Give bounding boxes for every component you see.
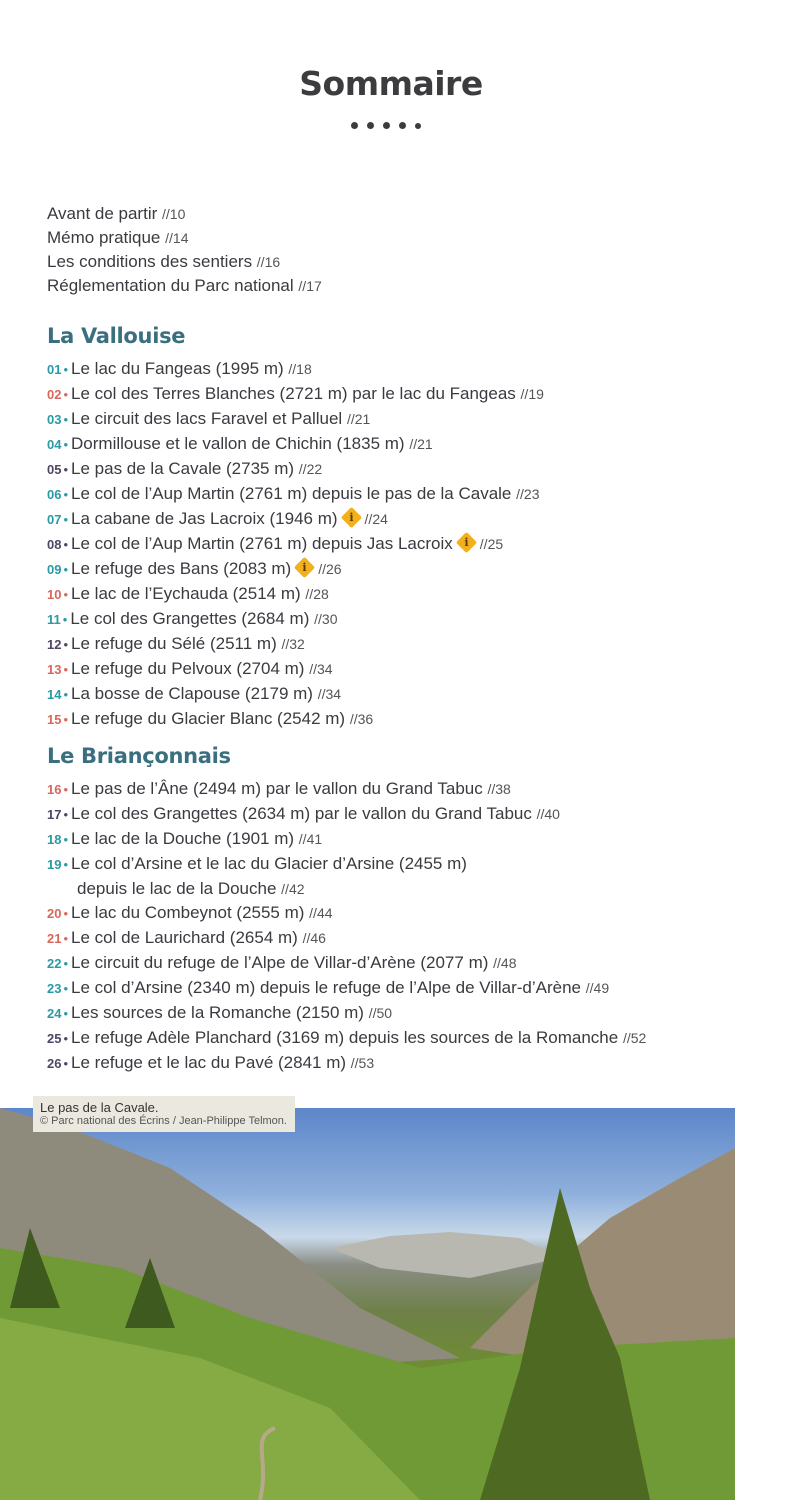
entry-number: 26 [47,1056,62,1071]
page-number: 34 [316,661,333,677]
page-number: 14 [172,230,189,246]
separator: // [364,511,373,527]
entry-title: Le refuge des Bans (2083 m) [71,559,292,578]
page-number: 48 [500,955,517,971]
separator: // [516,486,524,502]
bullet-icon: • [63,712,69,727]
entry-number: 24 [47,1006,62,1021]
bullet-icon: • [63,782,69,797]
separator: // [305,586,314,602]
page-number: 25 [487,536,504,552]
entry-number: 02 [47,387,62,402]
toc-entry[interactable] [47,507,544,532]
entry-title: La bosse de Clapouse (2179 m) [71,684,313,703]
toc-entry[interactable] [47,901,646,926]
entry-number: 22 [47,956,62,971]
separator: // [622,1030,631,1046]
entry-number: 08 [47,537,62,552]
entry-number: 10 [47,587,62,602]
toc-entry[interactable] [47,432,544,457]
separator: // [493,955,501,971]
caption-title: Le pas de la Cavale. [40,1100,159,1115]
separator: // [346,411,355,427]
intro-item[interactable] [47,250,322,274]
entry-number: 09 [47,562,62,577]
entry-number: 07 [47,512,62,527]
toc-entry[interactable] [47,1026,646,1051]
page-number: 30 [321,611,338,627]
bullet-icon: • [63,437,69,452]
bullet-icon: • [63,412,69,427]
entry-title: Le refuge du Pelvoux (2704 m) [71,659,305,678]
entry-title: Le lac du Combeynot (2555 m) [71,903,305,922]
title-ornament-dots [351,122,421,129]
page-number: 40 [544,806,560,822]
toc-entry[interactable] [47,657,544,682]
separator: // [298,831,307,847]
intro-item-label: Réglementation du Parc national [47,276,294,295]
entry-title: Le lac du Fangeas (1995 m) [71,359,284,378]
entry-number: 17 [47,807,62,822]
entry-title: Le col d’Arsine et le lac du Glacier d’Arsine (2455 m) [71,854,467,873]
page-number: 21 [417,436,433,452]
toc-entry-continuation[interactable] [47,877,646,901]
entry-title: Le col d’Arsine (2340 m) depuis le refuge de l’Alpe de Villar-d’Arène [71,978,582,997]
separator: // [487,781,496,797]
entry-title: Le refuge Adèle Planchard (3169 m) depuis les sources de la Romanche [71,1028,619,1047]
photo-caption [33,1096,295,1132]
bullet-icon: • [63,587,69,602]
entry-number: 06 [47,487,62,502]
page-number: 17 [306,278,322,294]
entry-number: 23 [47,981,62,996]
bullet-icon: • [63,981,69,996]
page-number: 28 [313,586,329,602]
toc-entry[interactable] [47,802,646,827]
toc-entry[interactable] [47,951,646,976]
bullet-icon: • [63,931,69,946]
toc-entry[interactable] [47,926,646,951]
info-icon [294,557,315,578]
page-number: 23 [523,486,540,502]
page-number: 46 [310,930,326,946]
toc-entry[interactable] [47,532,544,557]
entry-title: Le col des Grangettes (2684 m) [70,609,310,628]
page-number: 22 [306,461,323,477]
entry-title: Le refuge du Sélé (2511 m) [71,634,277,653]
page-number: 49 [593,980,610,996]
toc-entry[interactable] [47,777,646,802]
entry-title: La cabane de Jas Lacroix (1946 m) [71,509,338,528]
toc-entry[interactable] [47,557,544,582]
entry-title: Le lac de l’Eychauda (2514 m) [71,584,301,603]
toc-entry[interactable] [47,407,544,432]
caption-credit: © Parc national des Écrins / Jean-Philippe Telmon. [40,1115,287,1127]
intro-item-label: Les conditions des sentiers [47,252,253,271]
mountain-valley-image [0,1108,735,1500]
entry-number: 13 [47,662,62,677]
separator: // [281,881,289,897]
intro-list [47,202,322,298]
separator: // [298,461,307,477]
section-title-brianconnais: Le Briançonnais [47,744,231,768]
entry-number: 20 [47,906,62,921]
page-number: 18 [296,361,312,377]
landscape-photo [0,1108,735,1500]
bullet-icon: • [63,662,69,677]
page-number: 10 [169,206,186,222]
toc-list-vallouise [47,357,544,732]
page-number: 42 [288,881,305,897]
page-number: 52 [630,1030,647,1046]
entry-number: 15 [47,712,62,727]
separator: // [318,561,326,577]
toc-entry[interactable] [47,457,544,482]
toc-list-brianconnais [47,777,646,1076]
bullet-icon: • [63,637,69,652]
separator: // [536,806,545,822]
entry-number: 11 [47,612,61,627]
entry-title: Le refuge et le lac du Pavé (2841 m) [71,1053,347,1072]
toc-entry[interactable] [47,707,544,732]
page-number: 24 [372,511,388,527]
toc-entry[interactable] [47,1051,646,1076]
bullet-icon: • [63,857,69,872]
toc-entry[interactable] [47,827,646,852]
entry-number: 14 [47,687,62,702]
entry-number: 16 [47,782,62,797]
separator: // [256,254,265,270]
separator: // [165,230,173,246]
entry-title: Le col des Grangettes (2634 m) par le vallon du Grand Tabuc [71,804,532,823]
entry-number: 18 [47,832,62,847]
entry-number: 03 [47,412,62,427]
separator: // [309,905,317,921]
entry-title: Le col de Laurichard (2654 m) [71,928,298,947]
intro-item-label: Mémo pratique [47,228,161,247]
entry-title: Le pas de la Cavale (2735 m) [71,459,295,478]
page-number: 19 [528,386,544,402]
separator: // [314,611,322,627]
page-number: 36 [357,711,374,727]
page-number: 16 [264,254,281,270]
page-title: Sommaire [299,64,483,103]
info-icon [340,507,361,528]
bullet-icon: • [63,1006,69,1021]
separator: // [368,1005,377,1021]
entry-title: Le col des Terres Blanches (2721 m) par le lac du Fangeas [71,384,516,403]
info-glyph: i [348,511,354,524]
bullet-icon: • [63,487,69,502]
separator: // [479,536,488,552]
bullet-icon: • [63,562,69,577]
intro-item-label: Avant de partir [47,204,158,223]
entry-title: Le refuge du Glacier Blanc (2542 m) [71,709,346,728]
bullet-icon: • [63,462,69,477]
section-title-vallouise: La Vallouise [47,324,186,348]
bullet-icon: • [63,906,69,921]
entry-number: 01 [47,362,62,377]
entry-title: Le lac de la Douche (1901 m) [71,829,295,848]
toc-entry[interactable] [47,1001,646,1026]
entry-title: Le pas de l’Âne (2494 m) par le vallon du Grand Tabuc [71,779,483,798]
separator: // [288,361,297,377]
toc-entry[interactable] [47,976,646,1001]
bullet-icon: • [63,832,69,847]
entry-number: 04 [47,437,62,452]
separator: // [409,436,418,452]
separator: // [585,980,594,996]
entry-title: Les sources de la Romanche (2150 m) [71,1003,364,1022]
intro-item[interactable] [47,226,322,250]
info-icon [456,532,477,553]
toc-entry[interactable] [47,852,646,877]
bullet-icon: • [63,387,69,402]
entry-number: 12 [47,637,62,652]
bullet-icon: • [63,512,69,527]
bullet-icon: • [63,807,69,822]
toc-entry[interactable] [47,607,544,632]
page-number: 26 [326,561,342,577]
entry-title-continued: depuis le lac de la Douche [77,879,277,898]
intro-item[interactable] [47,202,322,226]
bullet-icon: • [63,1031,69,1046]
page-number: 53 [358,1055,375,1071]
entry-title: Le col de l’Aup Martin (2761 m) depuis Jas Lacroix [71,534,453,553]
page-number: 50 [376,1005,393,1021]
page-number: 34 [325,686,342,702]
toc-entry[interactable] [47,482,544,507]
entry-title: Le circuit des lacs Faravel et Palluel [71,409,343,428]
page-number: 44 [316,905,333,921]
separator: // [162,206,170,222]
entry-number: 19 [47,857,62,872]
bullet-icon: • [63,956,69,971]
page-number: 21 [354,411,371,427]
separator: // [520,386,529,402]
toc-entry[interactable] [47,382,544,407]
entry-title: Le circuit du refuge de l’Alpe de Villar-d’Arène (2077 m) [71,953,489,972]
separator: // [302,930,311,946]
toc-entry[interactable] [47,582,544,607]
toc-entry[interactable] [47,632,544,657]
entry-title: Le col de l’Aup Martin (2761 m) depuis le pas de la Cavale [71,484,512,503]
entry-title: Dormillouse et le vallon de Chichin (1835 m) [71,434,405,453]
separator: // [317,686,326,702]
entry-number: 05 [47,462,62,477]
page-number: 41 [306,831,323,847]
bullet-icon: • [63,537,69,552]
toc-entry[interactable] [47,357,544,382]
bullet-icon: • [63,1056,69,1071]
entry-number: 25 [47,1031,62,1046]
intro-item[interactable] [47,274,322,298]
bullet-icon: • [63,362,69,377]
separator: // [309,661,317,677]
entry-number: 21 [47,931,62,946]
info-glyph: i [302,561,307,574]
page-number: 32 [289,636,305,652]
bullet-icon: • [62,612,68,627]
separator: // [349,711,358,727]
separator: // [298,278,307,294]
separator: // [350,1055,359,1071]
bullet-icon: • [63,687,69,702]
page-number: 38 [495,781,511,797]
separator: // [281,636,290,652]
info-glyph: i [464,536,469,549]
toc-entry[interactable] [47,682,544,707]
